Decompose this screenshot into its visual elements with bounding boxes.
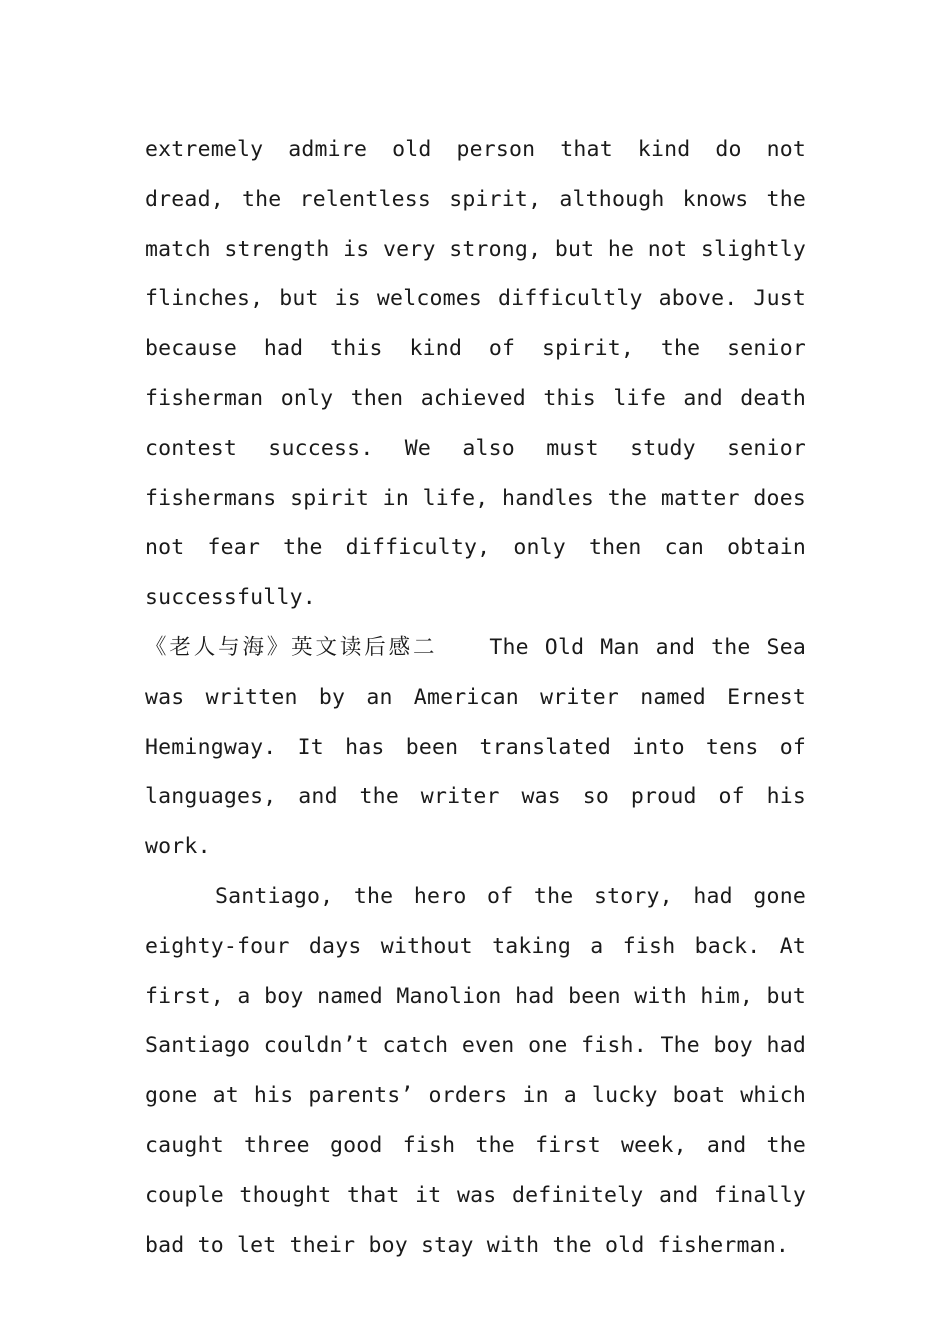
section-heading: 《老人与海》英文读后感二 bbox=[145, 634, 438, 660]
paragraph-2-with-heading bbox=[145, 623, 806, 872]
document-body bbox=[145, 125, 806, 1270]
paragraph-3: Santiago, the hero of the story, had gone eighty-four days without taking a fish back. At first, a boy named Manolion had been with him, but Santiago couldn’t catch even one fish. The boy had gone at his parents’ orders in a lucky boat which caught three good fish the first week, and the couple thought that it was definitely and finally bad to let their boy stay with the old fisherman. bbox=[145, 883, 806, 1258]
paragraph-1: extremely admire old person that kind do not dread, the relentless spirit, although knows the match strength is very strong, but he not slightly flinches, but is welcomes difficultly above. Just because had this kind of spirit, the senior fisherman only then achieved this life and death contest success. We also must study senior fishermans spirit in life, handles the matter does not fear the difficulty, only then can obtain successfully. bbox=[145, 137, 806, 611]
paragraph-2-text: The Old Man and the Sea was written by an American writer named Ernest Hemingway. It has been translated into tens of languages, and the writer was so proud of his work. bbox=[145, 634, 806, 860]
